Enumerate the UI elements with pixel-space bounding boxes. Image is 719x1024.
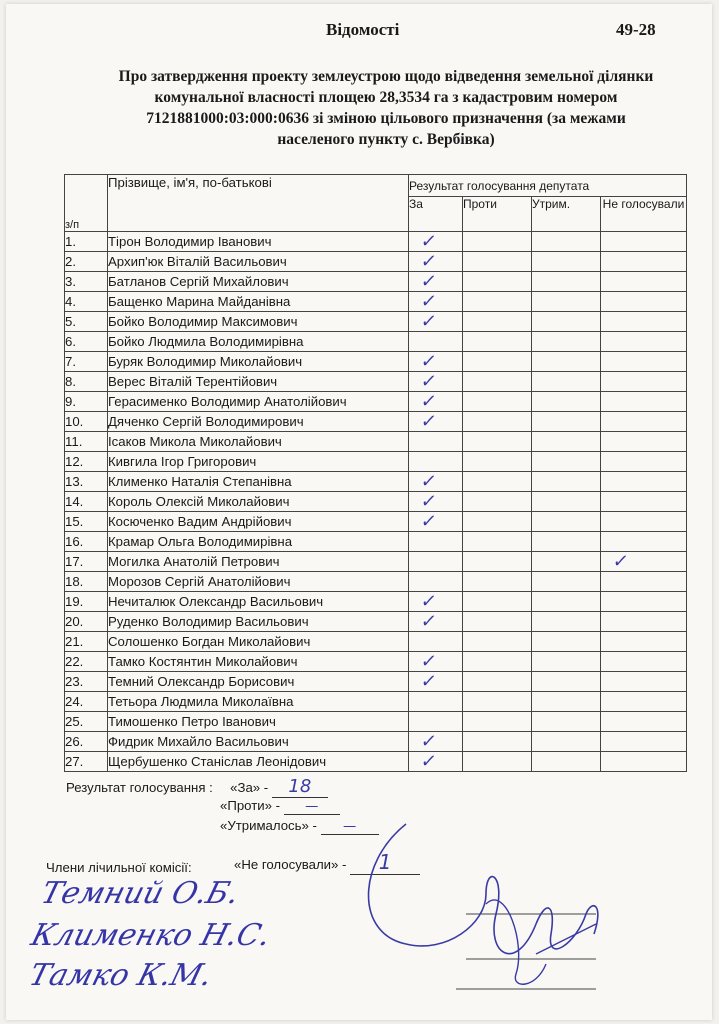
vote-cell-za bbox=[409, 232, 463, 252]
deputy-name: Батланов Сергій Михайлович bbox=[108, 272, 409, 292]
vote-cell-utrym bbox=[532, 352, 601, 372]
vote-cell-proty bbox=[463, 352, 532, 372]
vote-cell-utrym bbox=[532, 232, 601, 252]
header-ne-golosuvaly: Не голосували bbox=[601, 197, 687, 232]
document-title: Відомості bbox=[326, 20, 400, 39]
deputy-name: Могилка Анатолій Петрович bbox=[108, 552, 409, 572]
vote-cell-utrym bbox=[532, 732, 601, 752]
vote-cell-ne bbox=[601, 452, 687, 472]
vote-cell-proty bbox=[463, 652, 532, 672]
checkmark-icon: ✓ bbox=[419, 751, 439, 772]
vote-cell-za bbox=[409, 732, 463, 752]
row-number: 6. bbox=[65, 332, 108, 352]
vote-cell-proty bbox=[463, 612, 532, 632]
checkmark-icon: ✓ bbox=[419, 671, 439, 692]
row-number: 24. bbox=[65, 692, 108, 712]
table-row bbox=[65, 512, 687, 532]
vote-cell-ne bbox=[601, 252, 687, 272]
checkmark-icon: ✓ bbox=[419, 231, 439, 252]
vote-cell-utrym bbox=[532, 612, 601, 632]
header-result: Результат голосування депутата bbox=[409, 175, 687, 197]
vote-cell-ne bbox=[601, 712, 687, 732]
vote-cell-ne bbox=[601, 352, 687, 372]
row-number: 15. bbox=[65, 512, 108, 532]
table-row bbox=[65, 592, 687, 612]
vote-cell-ne bbox=[601, 392, 687, 412]
vote-cell-za bbox=[409, 752, 463, 772]
deputy-name: Верес Віталій Терентійович bbox=[108, 372, 409, 392]
deputy-name: Нечиталюк Олександр Васильович bbox=[108, 592, 409, 612]
table-row bbox=[65, 232, 687, 252]
vote-cell-utrym bbox=[532, 452, 601, 472]
table-row bbox=[65, 612, 687, 632]
deputy-name: Морозов Сергій Анатолійович bbox=[108, 572, 409, 592]
row-number: 27. bbox=[65, 752, 108, 772]
voting-table bbox=[64, 174, 687, 772]
deputy-name: Фидрик Михайло Васильович bbox=[108, 732, 409, 752]
checkmark-icon: ✓ bbox=[419, 611, 439, 632]
vote-cell-ne bbox=[601, 292, 687, 312]
vote-cell-utrym bbox=[532, 372, 601, 392]
deputy-name: Солошенко Богдан Миколайович bbox=[108, 632, 409, 652]
vote-cell-ne bbox=[601, 372, 687, 392]
vote-cell-za bbox=[409, 412, 463, 432]
deputy-name: Ісаков Микола Миколайович bbox=[108, 432, 409, 452]
row-number: 17. bbox=[65, 552, 108, 572]
vote-cell-proty bbox=[463, 332, 532, 352]
vote-cell-ne bbox=[601, 472, 687, 492]
vote-cell-proty bbox=[463, 732, 532, 752]
table-row bbox=[65, 632, 687, 652]
vote-cell-proty bbox=[463, 632, 532, 652]
row-number: 22. bbox=[65, 652, 108, 672]
header-name: Прізвище, ім'я, по-батькові bbox=[108, 175, 409, 232]
deputy-name: Король Олексій Миколайович bbox=[108, 492, 409, 512]
subject-line: населеного пункту с. Вербівка) bbox=[277, 131, 495, 148]
subject-line: Про затвердження проекту землеустрою щодо відведення земельної ділянки bbox=[118, 68, 654, 85]
checkmark-icon: ✓ bbox=[419, 511, 439, 532]
vote-cell-proty bbox=[463, 432, 532, 452]
vote-cell-utrym bbox=[532, 712, 601, 732]
vote-cell-utrym bbox=[532, 472, 601, 492]
deputy-name: Тірон Володимир Іванович bbox=[108, 232, 409, 252]
vote-cell-za bbox=[409, 312, 463, 332]
deputy-name: Кивгила Ігор Григорович bbox=[108, 452, 409, 472]
vote-cell-za bbox=[409, 592, 463, 612]
vote-cell-za bbox=[409, 492, 463, 512]
vote-cell-za bbox=[409, 572, 463, 592]
vote-cell-ne bbox=[601, 692, 687, 712]
table-row bbox=[65, 532, 687, 552]
checkmark-icon: ✓ bbox=[419, 251, 439, 272]
table-row bbox=[65, 372, 687, 392]
deputy-name: Дяченко Сергій Володимирович bbox=[108, 412, 409, 432]
vote-cell-ne bbox=[601, 632, 687, 652]
proty-count: — bbox=[284, 799, 340, 815]
commission-signature: Клименко Н.С. bbox=[27, 918, 275, 953]
vote-cell-ne bbox=[601, 552, 687, 572]
row-number: 5. bbox=[65, 312, 108, 332]
vote-cell-utrym bbox=[532, 292, 601, 312]
checkmark-icon: ✓ bbox=[419, 491, 439, 512]
row-number: 12. bbox=[65, 452, 108, 472]
deputy-name: Темний Олександр Борисович bbox=[108, 672, 409, 692]
ne-label: «Не голосували» - bbox=[234, 857, 347, 872]
table-row bbox=[65, 572, 687, 592]
vote-cell-utrym bbox=[532, 552, 601, 572]
row-number: 18. bbox=[65, 572, 108, 592]
table-row bbox=[65, 352, 687, 372]
vote-cell-ne bbox=[601, 732, 687, 752]
vote-cell-proty bbox=[463, 272, 532, 292]
table-row bbox=[65, 472, 687, 492]
document-page bbox=[6, 4, 712, 1020]
deputy-name: Тамко Костянтин Миколайович bbox=[108, 652, 409, 672]
utrym-label: «Утрималось» - bbox=[220, 818, 317, 833]
vote-cell-za bbox=[409, 392, 463, 412]
vote-cell-za bbox=[409, 672, 463, 692]
subject-line: 7121881000:03:000:0636 зі зміною цільового призначення (за межами bbox=[146, 110, 626, 127]
vote-cell-proty bbox=[463, 592, 532, 612]
vote-cell-proty bbox=[463, 412, 532, 432]
vote-cell-proty bbox=[463, 452, 532, 472]
vote-cell-ne bbox=[601, 592, 687, 612]
vote-cell-za bbox=[409, 252, 463, 272]
table-row bbox=[65, 412, 687, 432]
vote-cell-za bbox=[409, 292, 463, 312]
vote-cell-ne bbox=[601, 572, 687, 592]
vote-cell-za bbox=[409, 372, 463, 392]
vote-cell-za bbox=[409, 532, 463, 552]
vote-cell-proty bbox=[463, 372, 532, 392]
vote-cell-proty bbox=[463, 532, 532, 552]
row-number: 26. bbox=[65, 732, 108, 752]
deputy-name: Герасименко Володимир Анатолійович bbox=[108, 392, 409, 412]
vote-cell-proty bbox=[463, 512, 532, 532]
vote-cell-utrym bbox=[532, 252, 601, 272]
vote-cell-ne bbox=[601, 512, 687, 532]
vote-cell-utrym bbox=[532, 672, 601, 692]
document-number: 49-28 bbox=[616, 20, 656, 39]
table-row bbox=[65, 452, 687, 472]
vote-cell-utrym bbox=[532, 312, 601, 332]
vote-cell-proty bbox=[463, 552, 532, 572]
row-number: 19. bbox=[65, 592, 108, 612]
table-row bbox=[65, 432, 687, 452]
table-row bbox=[65, 292, 687, 312]
vote-cell-utrym bbox=[532, 572, 601, 592]
table-row bbox=[65, 652, 687, 672]
vote-cell-ne bbox=[601, 612, 687, 632]
vote-cell-utrym bbox=[532, 412, 601, 432]
checkmark-icon: ✓ bbox=[419, 471, 439, 492]
vote-cell-proty bbox=[463, 492, 532, 512]
header-number: з/п bbox=[65, 175, 108, 232]
vote-cell-ne bbox=[601, 752, 687, 772]
vote-cell-utrym bbox=[532, 652, 601, 672]
checkmark-icon: ✓ bbox=[419, 411, 439, 432]
utrym-count: — bbox=[321, 819, 379, 835]
vote-cell-proty bbox=[463, 752, 532, 772]
vote-cell-za bbox=[409, 332, 463, 352]
commission-signature: Темний О.Б. bbox=[37, 876, 243, 911]
table-row bbox=[65, 552, 687, 572]
vote-cell-proty bbox=[463, 572, 532, 592]
table-row bbox=[65, 692, 687, 712]
row-number: 11. bbox=[65, 432, 108, 452]
vote-cell-ne bbox=[601, 492, 687, 512]
header-utrym: Утрим. bbox=[532, 197, 601, 232]
row-number: 3. bbox=[65, 272, 108, 292]
vote-cell-ne bbox=[601, 532, 687, 552]
vote-cell-za bbox=[409, 452, 463, 472]
vote-cell-proty bbox=[463, 312, 532, 332]
vote-cell-utrym bbox=[532, 332, 601, 352]
deputy-name: Крамар Ольга Володимирівна bbox=[108, 532, 409, 552]
deputy-name: Архип'юк Віталій Васильович bbox=[108, 252, 409, 272]
table-row bbox=[65, 712, 687, 732]
row-number: 20. bbox=[65, 612, 108, 632]
row-number: 25. bbox=[65, 712, 108, 732]
deputy-name: Бащенко Марина Майданівна bbox=[108, 292, 409, 312]
vote-cell-utrym bbox=[532, 272, 601, 292]
vote-cell-proty bbox=[463, 692, 532, 712]
vote-cell-utrym bbox=[532, 432, 601, 452]
checkmark-icon: ✓ bbox=[419, 651, 439, 672]
vote-cell-za bbox=[409, 472, 463, 492]
vote-cell-proty bbox=[463, 712, 532, 732]
vote-cell-ne bbox=[601, 432, 687, 452]
deputy-name: Буряк Володимир Миколайович bbox=[108, 352, 409, 372]
vote-cell-za bbox=[409, 612, 463, 632]
document-subject bbox=[86, 66, 686, 150]
table-row bbox=[65, 492, 687, 512]
vote-cell-ne bbox=[601, 652, 687, 672]
vote-cell-ne bbox=[601, 312, 687, 332]
deputy-name: Косюченко Вадим Андрійович bbox=[108, 512, 409, 532]
vote-cell-za bbox=[409, 432, 463, 452]
deputy-name: Бойко Людмила Володимирівна bbox=[108, 332, 409, 352]
checkmark-icon: ✓ bbox=[419, 271, 439, 292]
table-row bbox=[65, 672, 687, 692]
vote-cell-utrym bbox=[532, 392, 601, 412]
vote-cell-ne bbox=[601, 412, 687, 432]
header-proty: Проти bbox=[463, 197, 532, 232]
vote-cell-proty bbox=[463, 392, 532, 412]
checkmark-icon: ✓ bbox=[419, 391, 439, 412]
deputy-name: Бойко Володимир Максимович bbox=[108, 312, 409, 332]
vote-cell-proty bbox=[463, 472, 532, 492]
checkmark-icon: ✓ bbox=[419, 351, 439, 372]
vote-cell-za bbox=[409, 272, 463, 292]
row-number: 21. bbox=[65, 632, 108, 652]
vote-cell-utrym bbox=[532, 632, 601, 652]
vote-cell-za bbox=[409, 652, 463, 672]
table-row bbox=[65, 732, 687, 752]
deputy-name: Руденко Володимир Васильович bbox=[108, 612, 409, 632]
checkmark-icon: ✓ bbox=[419, 591, 439, 612]
deputy-name: Тимошенко Петро Іванович bbox=[108, 712, 409, 732]
vote-cell-utrym bbox=[532, 492, 601, 512]
vote-cell-ne bbox=[601, 272, 687, 292]
za-label: «За» - bbox=[230, 780, 269, 795]
voting-table-body bbox=[65, 232, 687, 772]
table-row bbox=[65, 332, 687, 352]
vote-cell-ne bbox=[601, 332, 687, 352]
row-number: 2. bbox=[65, 252, 108, 272]
vote-cell-za bbox=[409, 352, 463, 372]
row-number: 23. bbox=[65, 672, 108, 692]
za-count: 18 bbox=[272, 776, 328, 798]
table-row bbox=[65, 272, 687, 292]
vote-cell-za bbox=[409, 552, 463, 572]
vote-cell-utrym bbox=[532, 512, 601, 532]
commission-label: Члени лічильної комісії: bbox=[46, 860, 192, 875]
vote-cell-utrym bbox=[532, 592, 601, 612]
row-number: 16. bbox=[65, 532, 108, 552]
table-row bbox=[65, 252, 687, 272]
row-number: 8. bbox=[65, 372, 108, 392]
subject-line: комунальної власності площею 28,3534 га з кадастровим номером bbox=[154, 89, 618, 106]
vote-cell-proty bbox=[463, 252, 532, 272]
row-number: 13. bbox=[65, 472, 108, 492]
vote-cell-ne bbox=[601, 672, 687, 692]
row-number: 9. bbox=[65, 392, 108, 412]
vote-cell-za bbox=[409, 692, 463, 712]
deputy-name: Тетьора Людмила Миколаївна bbox=[108, 692, 409, 712]
vote-cell-utrym bbox=[532, 532, 601, 552]
vote-cell-utrym bbox=[532, 752, 601, 772]
checkmark-icon: ✓ bbox=[419, 731, 439, 752]
vote-cell-proty bbox=[463, 292, 532, 312]
checkmark-icon: ✓ bbox=[419, 311, 439, 332]
vote-cell-proty bbox=[463, 232, 532, 252]
deputy-name: Клименко Наталія Степанівна bbox=[108, 472, 409, 492]
chairman-signature bbox=[346, 804, 706, 1004]
row-number: 7. bbox=[65, 352, 108, 372]
results-label: Результат голосування : bbox=[66, 780, 213, 795]
commission-signature: Тамко К.М. bbox=[25, 958, 216, 993]
table-row bbox=[65, 752, 687, 772]
vote-cell-za bbox=[409, 712, 463, 732]
vote-cell-utrym bbox=[532, 692, 601, 712]
row-number: 4. bbox=[65, 292, 108, 312]
table-row bbox=[65, 392, 687, 412]
proty-label: «Проти» - bbox=[220, 798, 280, 813]
table-row bbox=[65, 312, 687, 332]
vote-cell-za bbox=[409, 632, 463, 652]
checkmark-icon: ✓ bbox=[419, 291, 439, 312]
vote-cell-ne bbox=[601, 232, 687, 252]
checkmark-icon: ✓ bbox=[611, 551, 631, 572]
header-za: За bbox=[409, 197, 463, 232]
row-number: 14. bbox=[65, 492, 108, 512]
row-number: 10. bbox=[65, 412, 108, 432]
ne-count: 1 bbox=[350, 850, 420, 875]
checkmark-icon: ✓ bbox=[419, 371, 439, 392]
vote-cell-za bbox=[409, 512, 463, 532]
vote-cell-proty bbox=[463, 672, 532, 692]
row-number: 1. bbox=[65, 232, 108, 252]
deputy-name: Щербушенко Станіслав Леонідович bbox=[108, 752, 409, 772]
